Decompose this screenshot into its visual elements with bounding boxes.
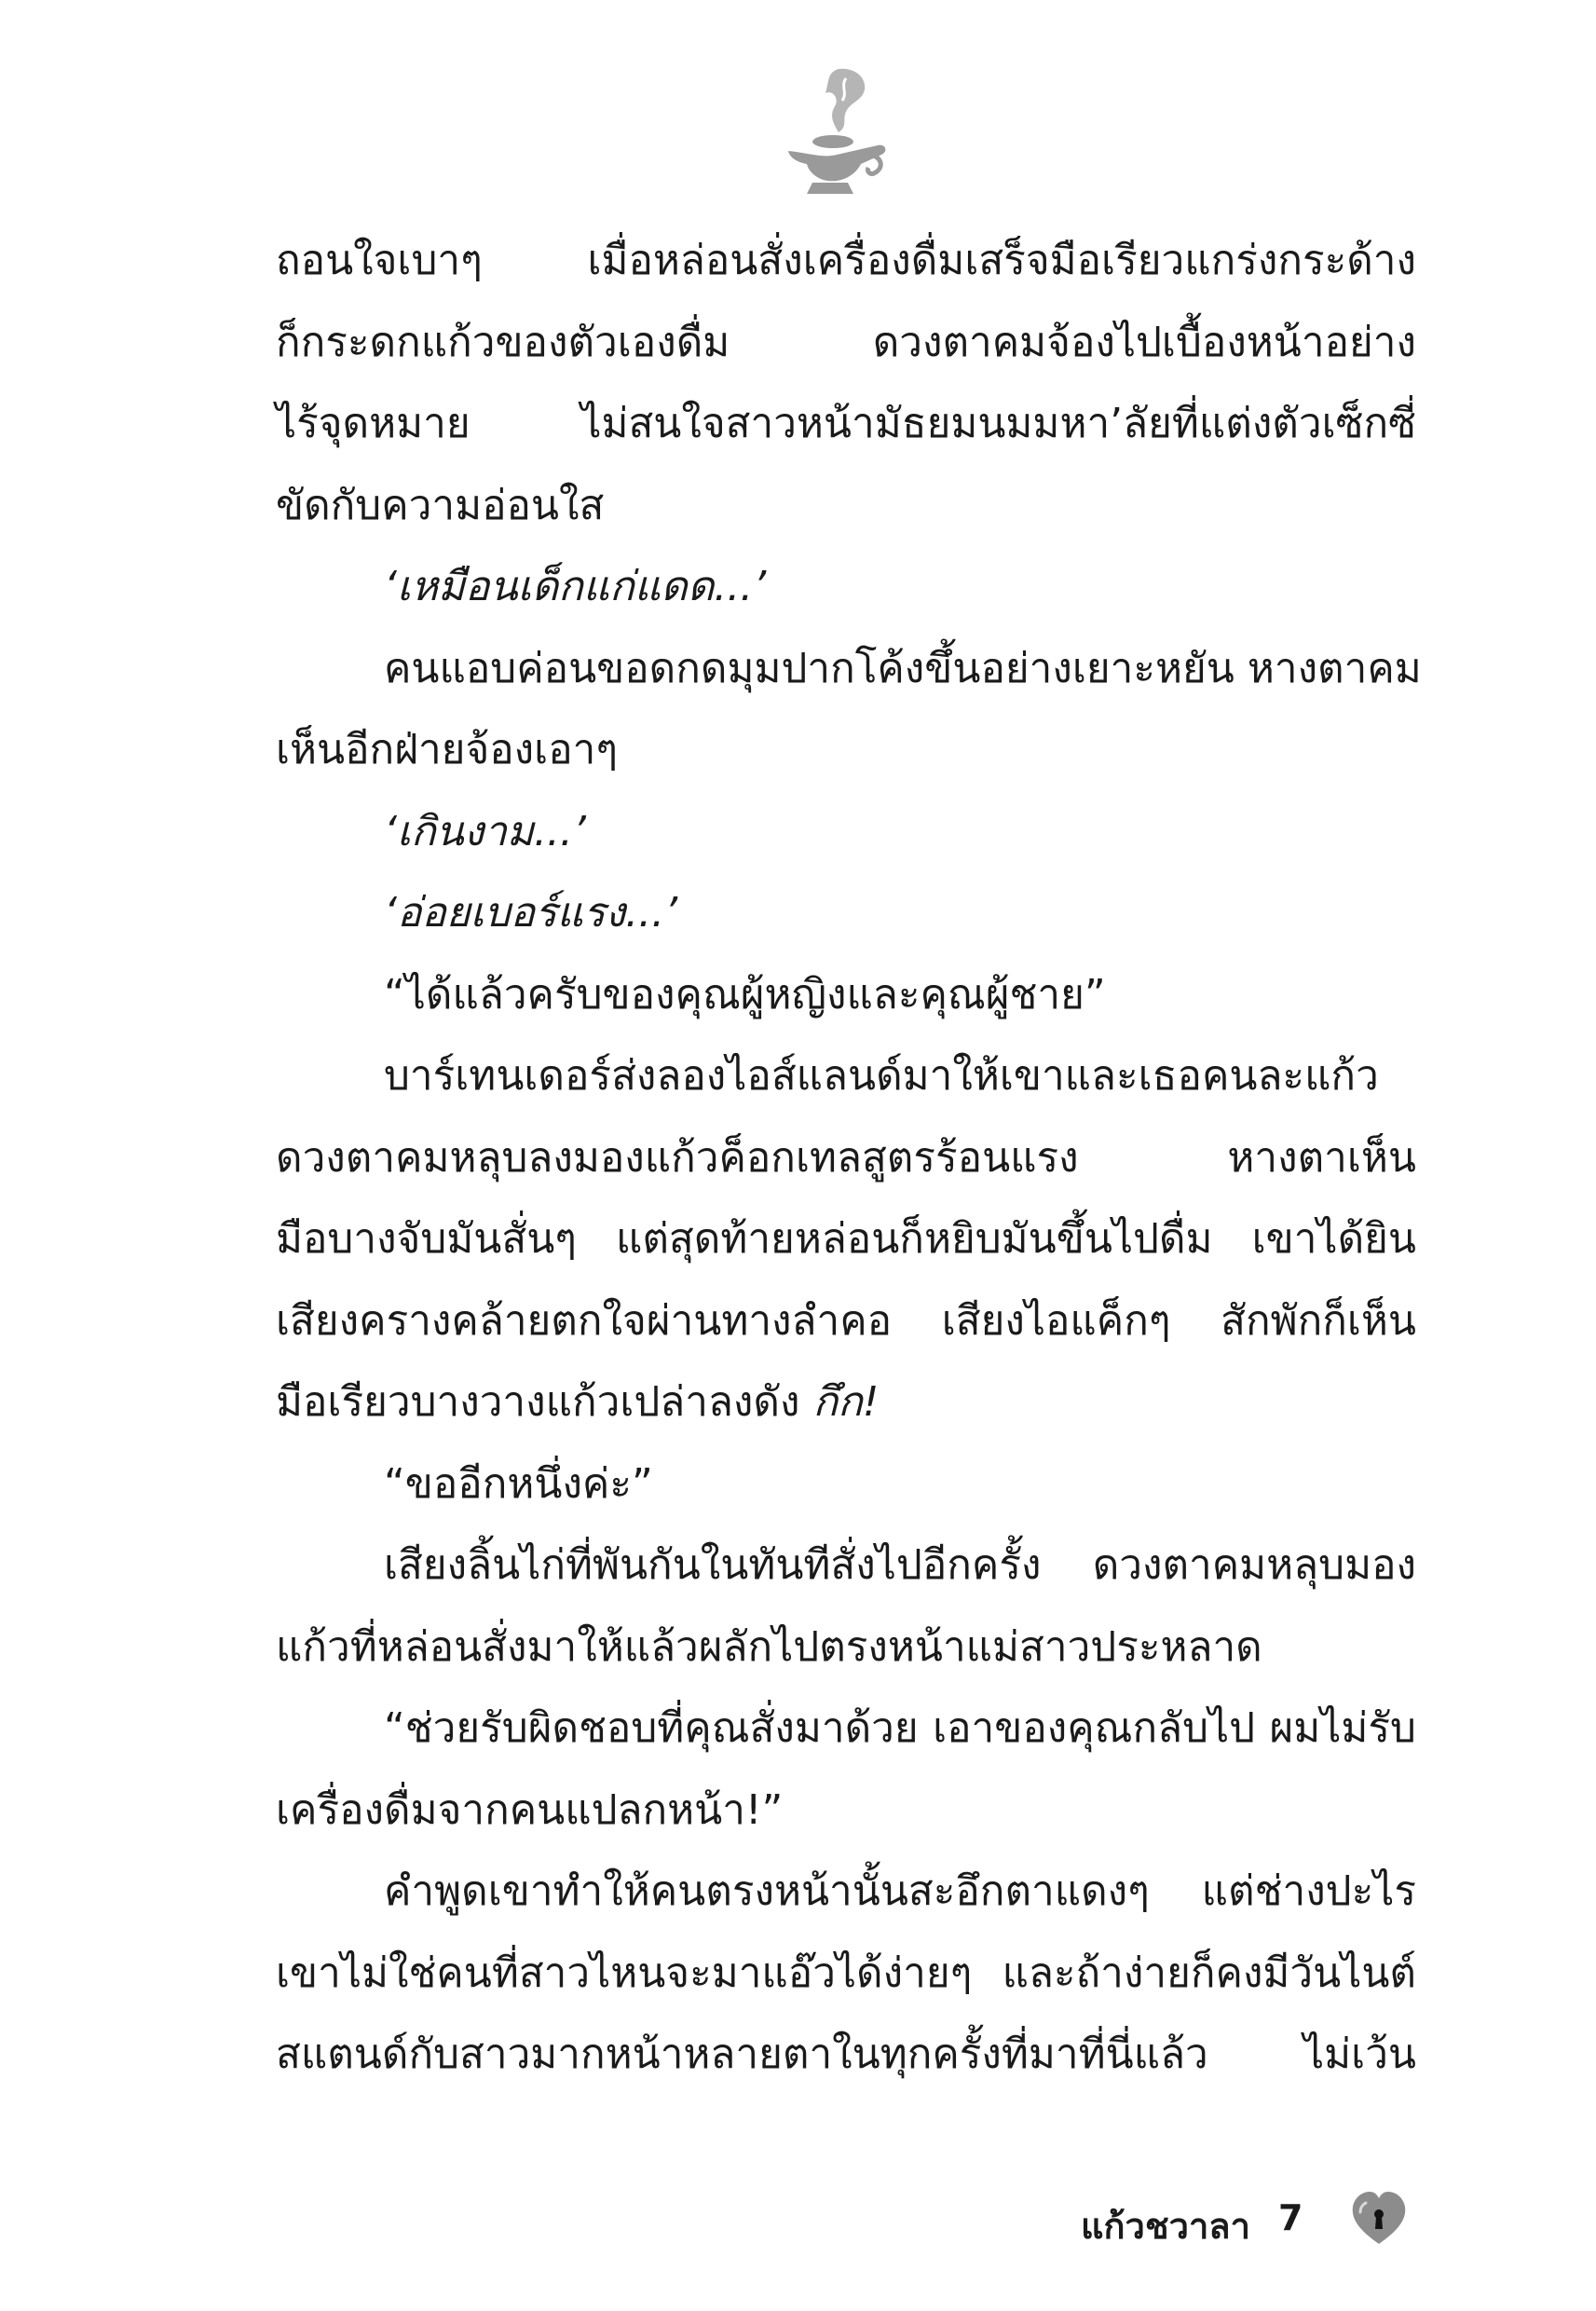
text-line — [276, 1361, 1416, 1443]
text-line: มือบางจับมันสั่นๆ แต่สุดท้ายหล่อนก็หยิบมันขึ้นไปดื่ม เขาได้ยิน — [276, 1215, 1416, 1263]
text-line: เสียงลิ้นไก่ที่พันกันในทันทีสั่งไปอีกครั้ง ดวงตาคมหลุบมอง — [384, 1541, 1416, 1589]
text-line: ‘อ่อยเบอร์แรง...’ — [384, 889, 678, 937]
text-line: ขัดกับความอ่อนใส — [276, 481, 605, 529]
lamp-emblem-icon — [781, 62, 889, 201]
heart-keyhole-icon — [1349, 2190, 1409, 2248]
text-line: ก็กระดกแก้วของตัวเองดื่ม ดวงตาคมจ้องไปเบื้องหน้าอย่าง — [276, 318, 1416, 366]
text-line: “ได้แล้วครับของคุณผู้หญิงและคุณผู้ชาย” — [384, 970, 1106, 1019]
text-line: ‘เหมือนเด็กแก่แดด...’ — [384, 563, 767, 610]
text-line: เห็นอีกฝ่ายจ้องเอาๆ — [276, 726, 618, 773]
book-title: แก้วชวาลา — [1081, 2206, 1250, 2247]
text-line-main: มือเรียวบางวางแก้วเปล่าลงดัง — [276, 1378, 800, 1426]
page-footer — [1071, 2190, 1425, 2255]
text-line: เขาไม่ใช่คนที่สาวไหนจะมาแอ๊วได้ง่ายๆ และถ้าง่ายก็คงมีวันไนต์ — [276, 1949, 1416, 1997]
text-line: เสียงครางคล้ายตกใจผ่านทางลำคอ เสียงไอแค็กๆ สักพักก็เห็น — [276, 1296, 1416, 1345]
text-line: บาร์เทนเดอร์ส่งลองไอส์แลนด์มาให้เขาและเธอคนละแก้ว — [384, 1052, 1379, 1100]
text-line: ถอนใจเบาๆ เมื่อหล่อนสั่งเครื่องดื่มเสร็จมือเรียวแกร่งกระด้าง — [276, 237, 1416, 284]
text-line: ดวงตาคมหลุบลงมองแก้วค็อกเทลสูตรร้อนแรง หางตาเห็น — [276, 1133, 1416, 1182]
text-line: เครื่องดื่มจากคนแปลกหน้า!” — [276, 1785, 784, 1834]
page-number: 7 — [1278, 2197, 1303, 2238]
text-line: แก้วที่หล่อนสั่งมาให้แล้วผลักไปตรงหน้าแม่สาวประหลาด — [276, 1622, 1262, 1671]
body-text — [276, 220, 1422, 2096]
text-line: ‘เกินงาม...’ — [384, 807, 586, 855]
sound-effect: กึก! — [812, 1378, 880, 1426]
text-line: คำพูดเขาทำให้คนตรงหน้านั้นสะอึกตาแดงๆ แต่ช่างปะไร — [384, 1867, 1416, 1915]
text-line: คนแอบค่อนขอดกดมุมปากโค้งขึ้นอย่างเยาะหยัน หางตาคม — [384, 644, 1422, 692]
text-line: สแตนด์กับสาวมากหน้าหลายตาในทุกครั้งที่มาที่นี่แล้ว ไม่เว้น — [276, 2031, 1416, 2078]
text-line: “ช่วยรับผิดชอบที่คุณสั่งมาด้วย เอาของคุณกลับไป ผมไม่รับ — [384, 1704, 1416, 1752]
text-line: ไร้จุดหมาย ไม่สนใจสาวหน้ามัธยมนมมหา’ลัยที่แต่งตัวเซ็กซี่ — [276, 400, 1416, 447]
text-line: “ขออีกหนึ่งค่ะ” — [384, 1459, 653, 1508]
